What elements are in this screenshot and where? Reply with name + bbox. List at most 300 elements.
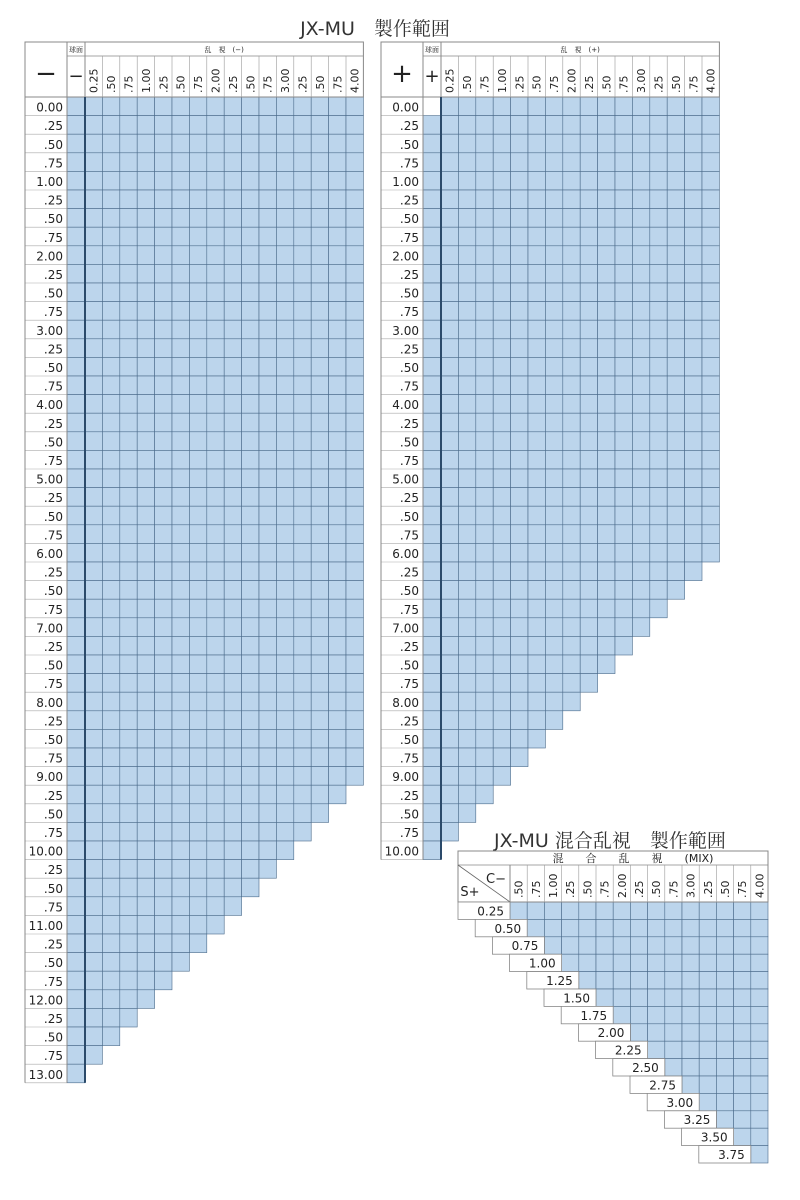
minus-range-cell <box>329 320 346 339</box>
cyl-column-label: .50 <box>105 75 119 93</box>
sphere-row-label: 9.00 <box>36 770 63 785</box>
mix-range-cell <box>699 954 716 971</box>
minus-range-cell <box>329 488 346 507</box>
minus-range-cell <box>85 618 102 637</box>
plus-range-cell <box>615 227 632 246</box>
mix-range-cell <box>699 1041 716 1058</box>
minus-range-cell <box>259 748 276 767</box>
sphere-row-label: 12.00 <box>28 993 63 1008</box>
minus-range-cell <box>102 209 119 228</box>
minus-range-cell <box>294 804 311 823</box>
minus-range-cell <box>120 897 137 916</box>
plus-range-cell <box>702 134 719 153</box>
sphere-row-label: .50 <box>43 733 63 747</box>
plus-range-cell <box>458 711 475 730</box>
minus-range-cell <box>172 97 189 116</box>
minus-range-cell <box>85 246 102 265</box>
minus-range-cell <box>137 488 154 507</box>
plus-range-cell <box>598 469 615 488</box>
minus-range-cell <box>120 636 137 655</box>
sphere-row-label: .25 <box>399 119 419 134</box>
plus-range-cell <box>528 209 545 228</box>
minus-range-cell <box>85 116 102 135</box>
plus-range-cell <box>632 227 649 246</box>
plus-range-cell <box>476 302 493 321</box>
plus-range-cell <box>493 729 510 748</box>
plus-range-cell <box>476 599 493 618</box>
plus-range-cell <box>493 97 510 116</box>
minus-range-cell <box>155 562 172 581</box>
minus-sphere-cell <box>67 1027 85 1046</box>
minus-range-cell <box>224 153 241 172</box>
plus-range-cell <box>528 450 545 469</box>
plus-range-cell <box>441 488 458 507</box>
plus-sphere-cell <box>423 264 441 283</box>
minus-range-cell <box>137 209 154 228</box>
plus-range-cell <box>458 618 475 637</box>
plus-range-cell <box>685 395 702 414</box>
minus-range-cell <box>329 692 346 711</box>
sphere-row-label: 8.00 <box>36 695 63 710</box>
plus-range-cell <box>615 339 632 358</box>
plus-range-cell <box>598 264 615 283</box>
plus-sphere-cell <box>423 581 441 600</box>
plus-range-cell <box>476 97 493 116</box>
minus-range-cell <box>207 469 224 488</box>
minus-range-cell <box>224 674 241 693</box>
plus-range-cell <box>476 636 493 655</box>
plus-range-cell <box>545 97 562 116</box>
mix-range-cell <box>682 937 699 954</box>
plus-range-cell <box>667 320 684 339</box>
plus-range-cell <box>493 413 510 432</box>
minus-range-cell <box>294 599 311 618</box>
minus-range-cell <box>189 283 206 302</box>
plus-range-cell <box>476 209 493 228</box>
minus-sphere-cell <box>67 227 85 246</box>
mix-range-cell <box>648 972 665 989</box>
plus-range-cell <box>458 525 475 544</box>
minus-range-cell <box>242 618 259 637</box>
plus-range-cell <box>458 171 475 190</box>
minus-range-cell <box>102 822 119 841</box>
minus-range-cell <box>172 357 189 376</box>
minus-range-cell <box>85 748 102 767</box>
mix-row-label: 1.25 <box>546 974 573 988</box>
minus-range-cell <box>102 990 119 1009</box>
mix-range-cell <box>648 954 665 971</box>
plus-range-cell <box>458 246 475 265</box>
cyl-column-label: .50 <box>174 75 188 93</box>
minus-range-cell <box>259 655 276 674</box>
plus-range-cell <box>545 469 562 488</box>
plus-range-cell <box>458 506 475 525</box>
minus-range-cell <box>329 302 346 321</box>
mix-range-cell <box>527 919 544 936</box>
plus-range-cell <box>493 227 510 246</box>
minus-range-cell <box>346 209 363 228</box>
minus-range-cell <box>189 302 206 321</box>
plus-range-cell <box>667 97 684 116</box>
plus-range-cell <box>580 339 597 358</box>
minus-range-cell <box>276 376 293 395</box>
plus-range-cell <box>493 655 510 674</box>
minus-range-cell <box>189 934 206 953</box>
minus-range-cell <box>137 227 154 246</box>
minus-range-cell <box>155 432 172 451</box>
minus-range-cell <box>259 860 276 879</box>
plus-range-cell <box>511 395 528 414</box>
plus-range-cell <box>476 339 493 358</box>
minus-range-cell <box>224 562 241 581</box>
minus-range-cell <box>102 897 119 916</box>
minus-range-cell <box>294 562 311 581</box>
minus-sphere-cell <box>67 395 85 414</box>
minus-range-cell <box>346 469 363 488</box>
minus-range-cell <box>172 525 189 544</box>
cyl-column-label: .50 <box>530 75 544 93</box>
minus-range-cell <box>137 116 154 135</box>
minus-range-cell <box>85 97 102 116</box>
minus-range-cell <box>259 525 276 544</box>
minus-range-cell <box>242 785 259 804</box>
minus-range-cell <box>155 860 172 879</box>
minus-range-cell <box>259 711 276 730</box>
minus-range-cell <box>294 655 311 674</box>
mix-range-cell <box>751 1146 768 1163</box>
minus-range-cell <box>294 190 311 209</box>
mix-range-cell <box>613 972 630 989</box>
minus-range-cell <box>120 618 137 637</box>
plus-sphere-cell <box>423 599 441 618</box>
plus-range-cell <box>702 432 719 451</box>
minus-range-cell <box>311 227 328 246</box>
minus-range-cell <box>329 729 346 748</box>
minus-range-cell <box>207 339 224 358</box>
plus-range-cell <box>685 97 702 116</box>
plus-range-cell <box>511 655 528 674</box>
mix-range-cell <box>682 1059 699 1076</box>
minus-range-cell <box>259 841 276 860</box>
sphere-row-label: .75 <box>399 677 419 692</box>
minus-sphere-cell <box>67 209 85 228</box>
minus-range-cell <box>120 134 137 153</box>
plus-range-cell <box>441 134 458 153</box>
minus-range-cell <box>329 432 346 451</box>
minus-range-cell <box>224 450 241 469</box>
sphere-row-label: .75 <box>43 528 63 543</box>
plus-range-cell <box>563 469 580 488</box>
mix-range-cell <box>665 902 682 919</box>
minus-range-cell <box>85 450 102 469</box>
mix-range-cell <box>734 1059 751 1076</box>
sphere-row-label: .75 <box>43 751 63 766</box>
plus-range-cell <box>528 376 545 395</box>
plus-range-cell <box>528 413 545 432</box>
mix-range-cell <box>716 989 733 1006</box>
plus-range-cell <box>458 562 475 581</box>
sphere-row-label: 3.00 <box>36 323 63 338</box>
plus-range-cell <box>511 339 528 358</box>
plus-range-cell <box>458 264 475 283</box>
minus-range-cell <box>259 227 276 246</box>
minus-range-cell <box>172 562 189 581</box>
minus-range-cell <box>311 506 328 525</box>
minus-range-cell <box>311 413 328 432</box>
plus-range-cell <box>493 395 510 414</box>
plus-sphere-cell <box>423 692 441 711</box>
plus-range-cell <box>441 767 458 786</box>
plus-range-cell <box>441 227 458 246</box>
plus-range-cell <box>476 543 493 562</box>
plus-range-cell <box>476 655 493 674</box>
minus-range-cell <box>259 804 276 823</box>
minus-range-cell <box>102 1008 119 1027</box>
minus-range-cell <box>120 562 137 581</box>
plus-range-cell <box>493 246 510 265</box>
plus-range-cell <box>563 413 580 432</box>
mix-range-cell <box>613 989 630 1006</box>
minus-range-cell <box>207 692 224 711</box>
minus-range-cell <box>207 525 224 544</box>
minus-range-cell <box>224 432 241 451</box>
mix-range-cell <box>648 1024 665 1041</box>
minus-sphere-cell <box>67 636 85 655</box>
minus-range-cell <box>155 543 172 562</box>
minus-range-cell <box>207 488 224 507</box>
minus-range-cell <box>102 97 119 116</box>
sphere-row-label: .75 <box>43 379 63 394</box>
plus-sphere-cell <box>423 618 441 637</box>
minus-range-cell <box>102 655 119 674</box>
plus-range-cell <box>528 97 545 116</box>
plus-range-cell <box>528 543 545 562</box>
sphere-row-label: .50 <box>43 807 63 822</box>
mix-range-cell <box>665 1041 682 1058</box>
minus-range-cell <box>311 767 328 786</box>
plus-range-cell <box>598 581 615 600</box>
minus-range-cell <box>311 636 328 655</box>
plus-range-cell <box>458 209 475 228</box>
plus-range-cell <box>598 320 615 339</box>
minus-range-cell <box>155 488 172 507</box>
plus-range-cell <box>458 97 475 116</box>
plus-range-cell <box>511 116 528 135</box>
sphere-row-label: .75 <box>399 305 419 320</box>
sphere-row-label: .50 <box>399 807 419 822</box>
plus-range-cell <box>632 599 649 618</box>
minus-range-cell <box>85 674 102 693</box>
plus-sphere-cell <box>423 767 441 786</box>
plus-range-cell <box>545 209 562 228</box>
plus-range-cell <box>632 525 649 544</box>
plus-range-cell <box>528 246 545 265</box>
mix-range-cell <box>613 919 630 936</box>
minus-range-cell <box>346 525 363 544</box>
minus-range-cell <box>189 618 206 637</box>
minus-range-cell <box>155 413 172 432</box>
plus-range-cell <box>511 506 528 525</box>
minus-range-cell <box>311 153 328 172</box>
minus-range-cell <box>242 525 259 544</box>
minus-range-cell <box>85 599 102 618</box>
plus-range-cell <box>650 190 667 209</box>
minus-range-cell <box>189 822 206 841</box>
sphere-row-label: .25 <box>399 565 419 580</box>
mix-range-cell <box>682 1006 699 1023</box>
sphere-row-label: .25 <box>43 863 63 878</box>
minus-range-cell <box>85 283 102 302</box>
minus-range-cell <box>137 264 154 283</box>
plus-sphere-cell <box>423 469 441 488</box>
minus-range-cell <box>85 878 102 897</box>
minus-sphere-cell <box>67 1064 85 1083</box>
cyl-column-label: 3.00 <box>279 68 293 93</box>
plus-range-cell <box>441 729 458 748</box>
plus-range-cell <box>650 171 667 190</box>
minus-range-cell <box>137 581 154 600</box>
minus-range-cell <box>155 748 172 767</box>
minus-range-cell <box>85 376 102 395</box>
plus-range-cell <box>528 581 545 600</box>
plus-range-cell <box>528 302 545 321</box>
mix-range-cell <box>579 902 596 919</box>
mix-range-cell <box>682 1076 699 1093</box>
plus-range-cell <box>441 116 458 135</box>
sphere-row-label: 2.00 <box>392 249 419 264</box>
minus-range-cell <box>189 581 206 600</box>
plus-range-cell <box>598 134 615 153</box>
cyl-header-label: 乱 視 (−) <box>204 46 244 54</box>
minus-range-cell <box>85 636 102 655</box>
plus-sphere-cell <box>423 283 441 302</box>
minus-range-cell <box>294 246 311 265</box>
plus-range-cell <box>667 395 684 414</box>
plus-range-cell <box>545 581 562 600</box>
plus-range-cell <box>476 767 493 786</box>
plus-sphere-cell <box>423 116 441 135</box>
plus-range-cell <box>458 692 475 711</box>
minus-range-cell <box>189 878 206 897</box>
minus-range-cell <box>276 581 293 600</box>
minus-range-cell <box>346 395 363 414</box>
minus-range-cell <box>189 543 206 562</box>
plus-range-cell <box>685 227 702 246</box>
minus-range-cell <box>311 525 328 544</box>
minus-range-cell <box>137 357 154 376</box>
minus-range-cell <box>311 729 328 748</box>
plus-range-cell <box>702 116 719 135</box>
minus-range-cell <box>242 655 259 674</box>
minus-range-cell <box>329 674 346 693</box>
minus-range-cell <box>276 636 293 655</box>
plus-range-cell <box>667 171 684 190</box>
mix-range-cell <box>630 937 647 954</box>
minus-range-cell <box>85 469 102 488</box>
minus-range-cell <box>242 822 259 841</box>
plus-sphere-cell <box>423 543 441 562</box>
minus-range-cell <box>242 729 259 748</box>
minus-range-cell <box>189 209 206 228</box>
cyl-column-label: .75 <box>478 75 492 93</box>
mix-range-cell <box>596 902 613 919</box>
minus-range-cell <box>259 469 276 488</box>
minus-range-cell <box>207 246 224 265</box>
cyl-column-label: 2.00 <box>209 68 223 93</box>
minus-range-cell <box>311 674 328 693</box>
cyl-column-label: .50 <box>600 75 614 93</box>
minus-range-cell <box>120 748 137 767</box>
minus-range-cell <box>294 469 311 488</box>
minus-range-cell <box>120 190 137 209</box>
plus-range-cell <box>528 339 545 358</box>
plus-range-cell <box>667 506 684 525</box>
mix-range-cell <box>648 1041 665 1058</box>
minus-range-cell <box>172 116 189 135</box>
plus-range-cell <box>702 339 719 358</box>
minus-range-cell <box>311 339 328 358</box>
minus-range-cell <box>137 953 154 972</box>
minus-range-cell <box>102 283 119 302</box>
plus-range-cell <box>580 320 597 339</box>
minus-range-cell <box>120 841 137 860</box>
plus-range-cell <box>563 692 580 711</box>
minus-range-cell <box>329 227 346 246</box>
minus-range-cell <box>346 450 363 469</box>
mix-range-cell <box>682 1024 699 1041</box>
minus-range-cell <box>172 581 189 600</box>
minus-range-cell <box>346 506 363 525</box>
minus-range-cell <box>137 302 154 321</box>
mix-range-cell <box>682 989 699 1006</box>
plus-range-cell <box>545 488 562 507</box>
minus-range-cell <box>242 395 259 414</box>
plus-range-cell <box>528 283 545 302</box>
plus-range-cell <box>632 283 649 302</box>
minus-sphere-cell <box>67 990 85 1009</box>
minus-range-cell <box>224 171 241 190</box>
minus-range-cell <box>329 636 346 655</box>
mix-range-cell <box>613 1006 630 1023</box>
plus-range-cell <box>441 469 458 488</box>
minus-range-cell <box>311 618 328 637</box>
plus-range-cell <box>493 767 510 786</box>
minus-range-cell <box>155 320 172 339</box>
minus-range-cell <box>329 209 346 228</box>
plus-range-cell <box>667 116 684 135</box>
minus-range-cell <box>329 543 346 562</box>
plus-range-cell <box>493 432 510 451</box>
plus-range-cell <box>545 320 562 339</box>
mix-range-cell <box>630 919 647 936</box>
plus-range-cell <box>493 134 510 153</box>
plus-range-cell <box>685 302 702 321</box>
plus-range-cell <box>563 339 580 358</box>
minus-range-cell <box>189 636 206 655</box>
minus-range-cell <box>155 376 172 395</box>
mix-range-cell <box>751 1076 768 1093</box>
minus-range-cell <box>311 655 328 674</box>
mix-c-label: C− <box>486 872 506 887</box>
minus-range-cell <box>137 376 154 395</box>
minus-range-cell <box>259 488 276 507</box>
minus-range-cell <box>102 674 119 693</box>
mix-range-cell <box>699 919 716 936</box>
minus-sphere-cell <box>67 953 85 972</box>
minus-range-cell <box>102 246 119 265</box>
minus-range-cell <box>242 190 259 209</box>
minus-range-cell <box>346 246 363 265</box>
